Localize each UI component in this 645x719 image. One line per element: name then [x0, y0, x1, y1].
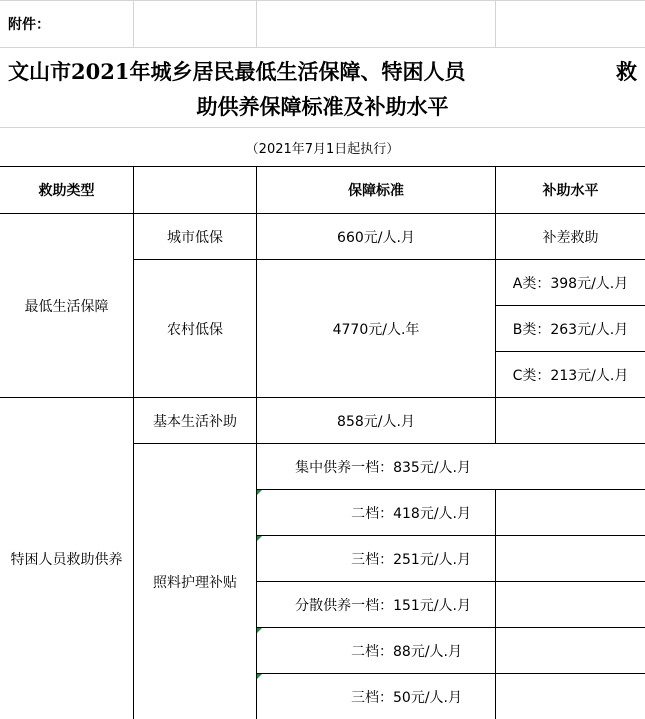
category-tekun[interactable]: 特困人员救助供养 — [10, 551, 123, 568]
care-level-row[interactable]: 分散供养一档：151元/人.月 — [295, 597, 471, 614]
page-title-line2: 助供养保障标准及补助水平 — [196, 94, 449, 119]
page-title-line1-tail: 救 — [616, 59, 637, 84]
care-level-row[interactable]: 集中供养一档：835元/人.月 — [295, 459, 471, 476]
effective-date: （2021年7月1日起执行） — [245, 141, 400, 157]
basic-living-subsidy-name[interactable]: 基本生活补助 — [153, 413, 237, 430]
category-dibao[interactable]: 最低生活保障 — [24, 298, 109, 315]
rural-dibao-name[interactable]: 农村低保 — [167, 321, 223, 338]
basic-living-subsidy-standard[interactable]: 858元/人.月 — [337, 413, 415, 430]
rural-dibao-subsidy-b[interactable]: B类：263元/人.月 — [512, 321, 629, 338]
urban-dibao-standard[interactable]: 660元/人.月 — [337, 229, 415, 246]
rural-dibao-subsidy-a[interactable]: A类：398元/人.月 — [512, 275, 629, 292]
header-subsidy: 补助水平 — [542, 183, 599, 199]
care-level-row[interactable]: 三档：50元/人.月 — [351, 689, 462, 706]
rural-dibao-subsidy-c[interactable]: C类：213元/人.月 — [512, 367, 629, 384]
care-subsidy-name[interactable]: 照料护理补贴 — [153, 574, 237, 591]
header-standard: 保障标准 — [348, 183, 404, 199]
urban-dibao-subsidy[interactable]: 补差救助 — [542, 229, 599, 246]
rural-dibao-standard[interactable]: 4770元/人.年 — [332, 321, 420, 338]
page-title-line1: 文山市2021年城乡居民最低生活保障、特困人员 — [8, 59, 466, 84]
basic-living-subsidy-level[interactable] — [496, 398, 645, 443]
care-level-row[interactable]: 三档：251元/人.月 — [351, 551, 471, 568]
care-level-row[interactable]: 二档：418元/人.月 — [351, 505, 471, 522]
header-assistance-type: 救助类型 — [38, 183, 95, 199]
care-level-row[interactable]: 二档：88元/人.月 — [351, 643, 462, 660]
attachment-label: 附件： — [8, 17, 50, 33]
urban-dibao-name[interactable]: 城市低保 — [167, 229, 223, 246]
